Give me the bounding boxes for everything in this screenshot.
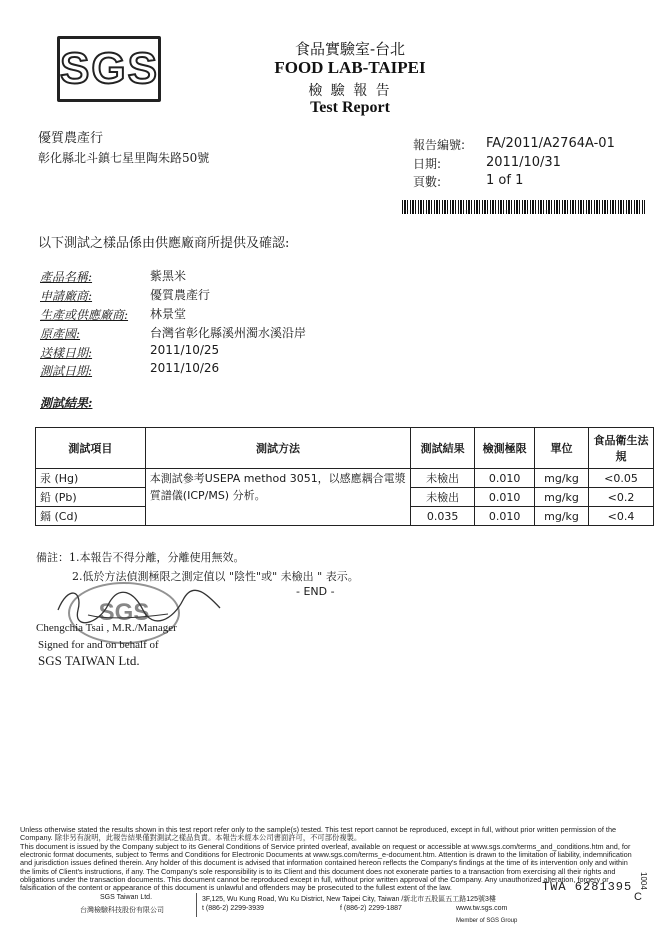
row-unit: mg/kg: [535, 507, 589, 526]
field-label-sample-date: 送樣日期:: [40, 346, 93, 360]
header-regulation: 食品衛生法規: [589, 428, 654, 469]
field-value-sample-date: 2011/10/25: [150, 343, 220, 357]
field-label-test-date: 測試日期:: [40, 364, 93, 378]
field-label-applicant: 申請廠商:: [40, 289, 93, 303]
footer-company-zh: 台灣檢驗科技股份有限公司: [80, 906, 164, 914]
note-2: 2.低於方法偵測極限之測定值以 "陰性"或" 未檢出 " 表示。: [72, 570, 359, 583]
row-regulation: <0.05: [589, 469, 654, 488]
intro-text: 以下測試之樣品係由供應廠商所提供及確認:: [38, 236, 290, 251]
results-table: [35, 427, 654, 526]
company-name: SGS TAIWAN Ltd.: [38, 653, 140, 668]
row-limit: 0.010: [475, 469, 535, 488]
row-item: 汞 (Hg): [36, 469, 146, 488]
note-1: 備註：1.本報告不得分離，分離使用無效。: [36, 551, 245, 564]
report-date-value: 2011/10/31: [486, 155, 561, 170]
header-item: 測試項目: [36, 428, 146, 469]
footer-disclaimer-2: This document is issued by the Company subject to its General Conditions of Service printed overleaf, available on request or accessible at www.sgs.com/terms_and_conditions.htm and, for electronic format documents, subject to Terms and Conditions for Electronic Documents at www.sgs.com/terms_e-document.htm. Attention is drawn to the limitation of liability, indemnification and jurisdiction issues defined therein. Any holder of this document is advised that information contained hereon reflects the Company's findings at the time of its intervention only and within the limits of Client's instructions, if any. The Company's sole responsibility is to its Client and this document does not exonerate parties to a transaction from exercising all their rights and obligations under the transaction documents. This document cannot be reproduced except in full, without prior written approval of the Company. Any unauthorized alteration, forgery or falsification of the content or appearance of this document is unlawful and offenders may be prosecuted to the fullest extent of the law.: [20, 842, 632, 893]
row-unit: mg/kg: [535, 488, 589, 507]
signatory-name: Chengchia Tsai , M.R./Manager: [36, 622, 177, 634]
field-value-origin: 台灣省彰化縣溪州濁水溪沿岸: [150, 326, 307, 340]
signed-on-behalf: Signed for and on behalf of: [38, 639, 159, 651]
side-code: 1004: [639, 872, 648, 890]
row-item: 鎘 (Cd): [36, 507, 146, 526]
report-page-value: 1 of 1: [486, 173, 524, 188]
footer-fax: f (886-2) 2299-1887: [340, 905, 402, 912]
footer-company-en: SGS Taiwan Ltd.: [100, 894, 153, 901]
client-name: 優質農產行: [38, 131, 104, 146]
barcode: [402, 200, 645, 214]
field-label-origin: 原產國:: [40, 327, 81, 341]
field-label-supplier: 生產或供應廠商:: [40, 308, 129, 322]
serial-number: TWA 6281395: [542, 880, 633, 894]
row-regulation: <0.4: [589, 507, 654, 526]
row-result: 0.035: [411, 507, 475, 526]
row-limit: 0.010: [475, 488, 535, 507]
header-method: 測試方法: [145, 428, 410, 469]
lab-name-zh: 食品實驗室-台北: [294, 40, 406, 58]
field-value-test-date: 2011/10/26: [150, 361, 220, 375]
row-limit: 0.010: [475, 507, 535, 526]
table-row: [36, 469, 654, 488]
report-page-label: 頁數:: [413, 175, 442, 189]
serial-mark: C: [634, 891, 642, 903]
field-value-applicant: 優質農產行: [150, 288, 211, 302]
row-method: 本測試參考USEPA method 3051，以感應耦合電漿質譜儀(ICP/MS) 分析。: [145, 469, 410, 526]
footer-tel: t (886-2) 2299-3939: [202, 905, 264, 912]
row-result: 未檢出: [411, 488, 475, 507]
report-title-zh: 檢 驗 報 告: [308, 83, 392, 99]
footer-disclaimer-1: Unless otherwise stated the results shown in this test report refer only to the sample(s) tested. This test report cannot be reproduced, except in full, without prior written permission of the Company. 除非另有說明，此報告結果僅對測試之樣品負責。本報告未經本公司書面許可，不可部份複製。: [20, 825, 617, 843]
company-stamp: SGS: [68, 582, 180, 644]
field-label-product: 產品名稱:: [40, 270, 93, 284]
footer-web: www.tw.sgs.com: [456, 905, 508, 912]
footer-divider: [196, 893, 197, 917]
footer-address: 3F,125, Wu Kung Road, Wu Ku District, New Taipei City, Taiwan /新北市五股區五工路125號3樓: [202, 896, 496, 903]
report-title-en: Test Report: [310, 99, 390, 116]
end-marker: - END -: [296, 585, 335, 598]
results-label: 測試結果:: [40, 396, 93, 410]
table-header-row: [36, 428, 654, 469]
sgs-logo: SGS: [57, 36, 161, 102]
header-unit: 單位: [535, 428, 589, 469]
header-limit: 檢測極限: [475, 428, 535, 469]
lab-name-en: FOOD LAB-TAIPEI: [274, 58, 426, 77]
field-value-product: 紫黑米: [150, 269, 187, 283]
client-address: 彰化縣北斗鎮七星里陶朱路50號: [38, 151, 210, 165]
report-date-label: 日期:: [413, 157, 442, 171]
footer-member: Member of SGS Group: [456, 918, 518, 924]
field-value-supplier: 林景堂: [150, 307, 187, 321]
report-no-value: FA/2011/A2764A-01: [486, 136, 615, 151]
report-no-label: 報告編號:: [413, 138, 466, 152]
row-result: 未檢出: [411, 469, 475, 488]
row-regulation: <0.2: [589, 488, 654, 507]
row-item: 鉛 (Pb): [36, 488, 146, 507]
row-unit: mg/kg: [535, 469, 589, 488]
header-result: 測試結果: [411, 428, 475, 469]
